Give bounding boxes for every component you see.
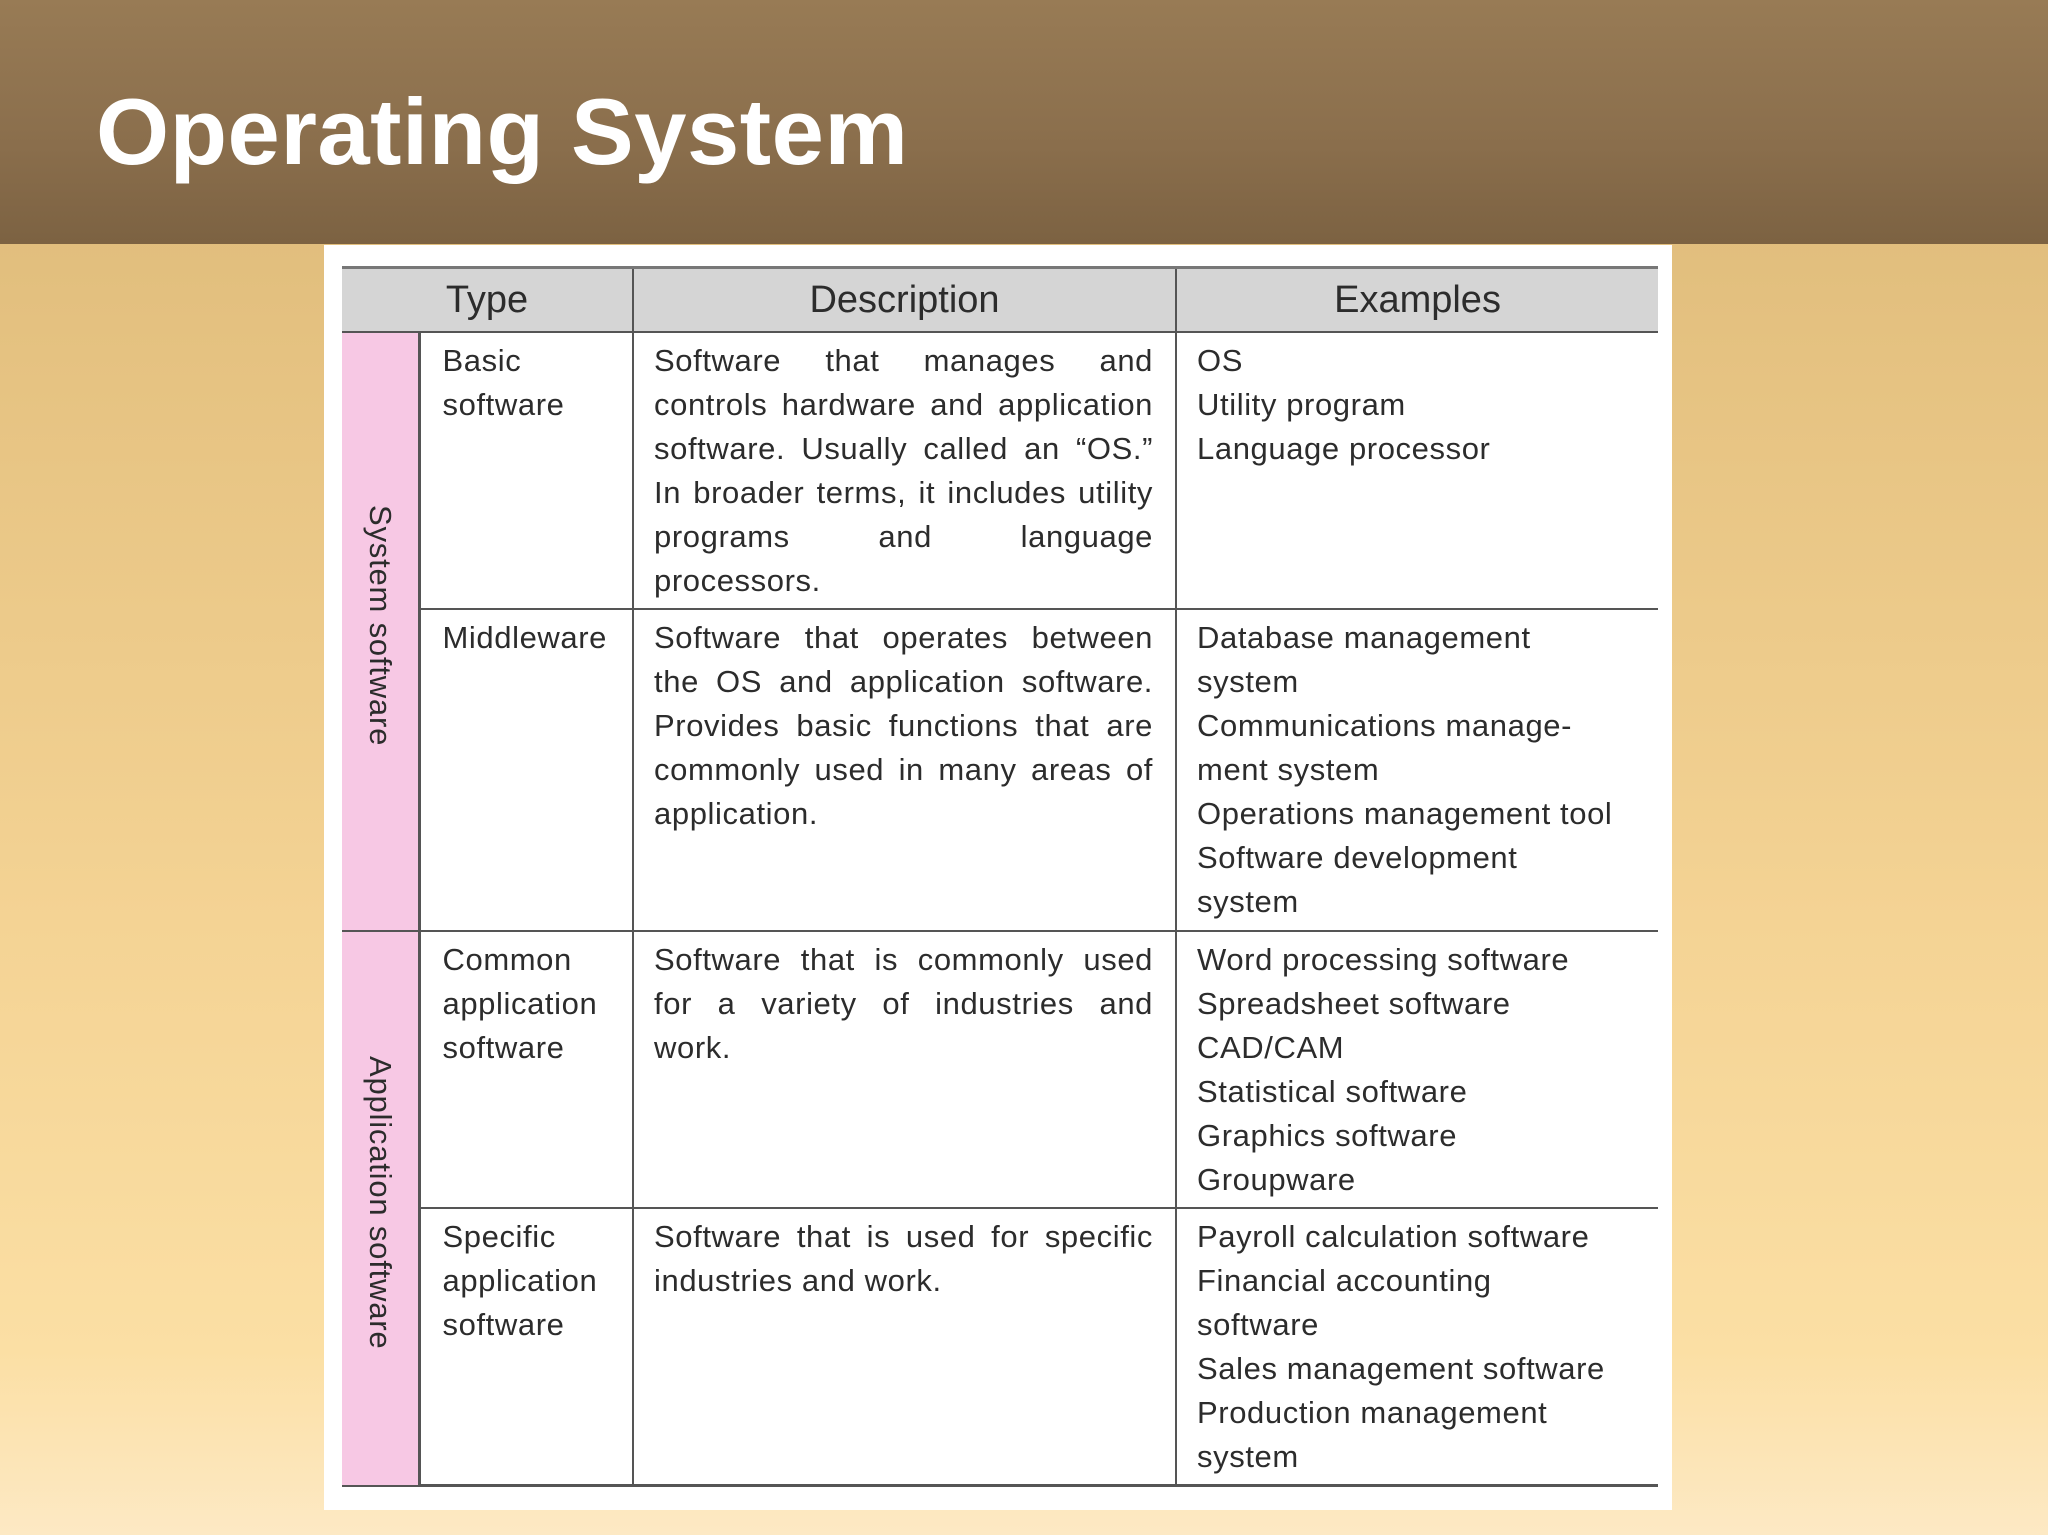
group-label-system-software: System software (362, 504, 398, 747)
group-system-software (342, 332, 419, 931)
examples-cell (1176, 1208, 1658, 1486)
table-header-row (342, 268, 1658, 333)
example-item: system (1197, 884, 1299, 919)
example-item: OS (1197, 343, 1244, 378)
example-item: ment system (1197, 752, 1380, 787)
examples-cell (1176, 609, 1658, 931)
example-item: Utility program (1197, 387, 1406, 422)
example-item: Statistical software (1197, 1074, 1468, 1109)
table-row-middleware (342, 609, 1658, 931)
examples-cell (1176, 931, 1658, 1208)
description-cell: Software that operates between the OS and application software. Provides basic functions that are commonly used in many areas of application. (633, 609, 1176, 931)
table-row-basic-software (342, 332, 1658, 609)
type-cell: Common application software (419, 931, 633, 1208)
description-cell: Software that manages and controls hardware and application software. Usually called an “OS.” In broader terms, it includes utility programs and language processors. (633, 332, 1176, 609)
table-frame (324, 245, 1672, 1510)
examples-cell (1176, 332, 1658, 609)
example-item: Database management (1197, 620, 1531, 655)
example-item: Communications manage- (1197, 708, 1573, 743)
example-item: Financial accounting (1197, 1263, 1492, 1298)
slide-title: Operating System (96, 79, 909, 184)
software-types-table (342, 266, 1658, 1487)
type-cell: Specific application software (419, 1208, 633, 1486)
header-examples: Examples (1176, 268, 1658, 333)
example-item: CAD/CAM (1197, 1030, 1345, 1065)
header-type: Type (342, 268, 633, 333)
table-row-specific-application-software (342, 1208, 1658, 1486)
group-label-application-software: Application software (362, 1055, 398, 1349)
example-item: system (1197, 664, 1299, 699)
example-item: Language processor (1197, 431, 1491, 466)
table-row-common-application-software (342, 931, 1658, 1208)
example-item: system (1197, 1439, 1299, 1474)
example-item: Word processing software (1197, 942, 1570, 977)
example-item: Payroll calculation software (1197, 1219, 1590, 1254)
type-cell: Middleware (419, 609, 633, 931)
group-application-software (342, 931, 419, 1486)
example-item: Software development (1197, 840, 1518, 875)
header-description: Description (633, 268, 1176, 333)
type-cell: Basic software (419, 332, 633, 609)
example-item: Graphics software (1197, 1118, 1458, 1153)
title-bar (0, 0, 2048, 244)
example-item: Spreadsheet software (1197, 986, 1511, 1021)
description-cell: Software that is used for specific industries and work. (633, 1208, 1176, 1486)
example-item: Groupware (1197, 1162, 1356, 1197)
description-cell: Software that is commonly used for a variety of industries and work. (633, 931, 1176, 1208)
example-item: Sales management software (1197, 1351, 1605, 1386)
example-item: Production management (1197, 1395, 1548, 1430)
example-item: Operations management tool (1197, 796, 1613, 831)
example-item: software (1197, 1307, 1319, 1342)
